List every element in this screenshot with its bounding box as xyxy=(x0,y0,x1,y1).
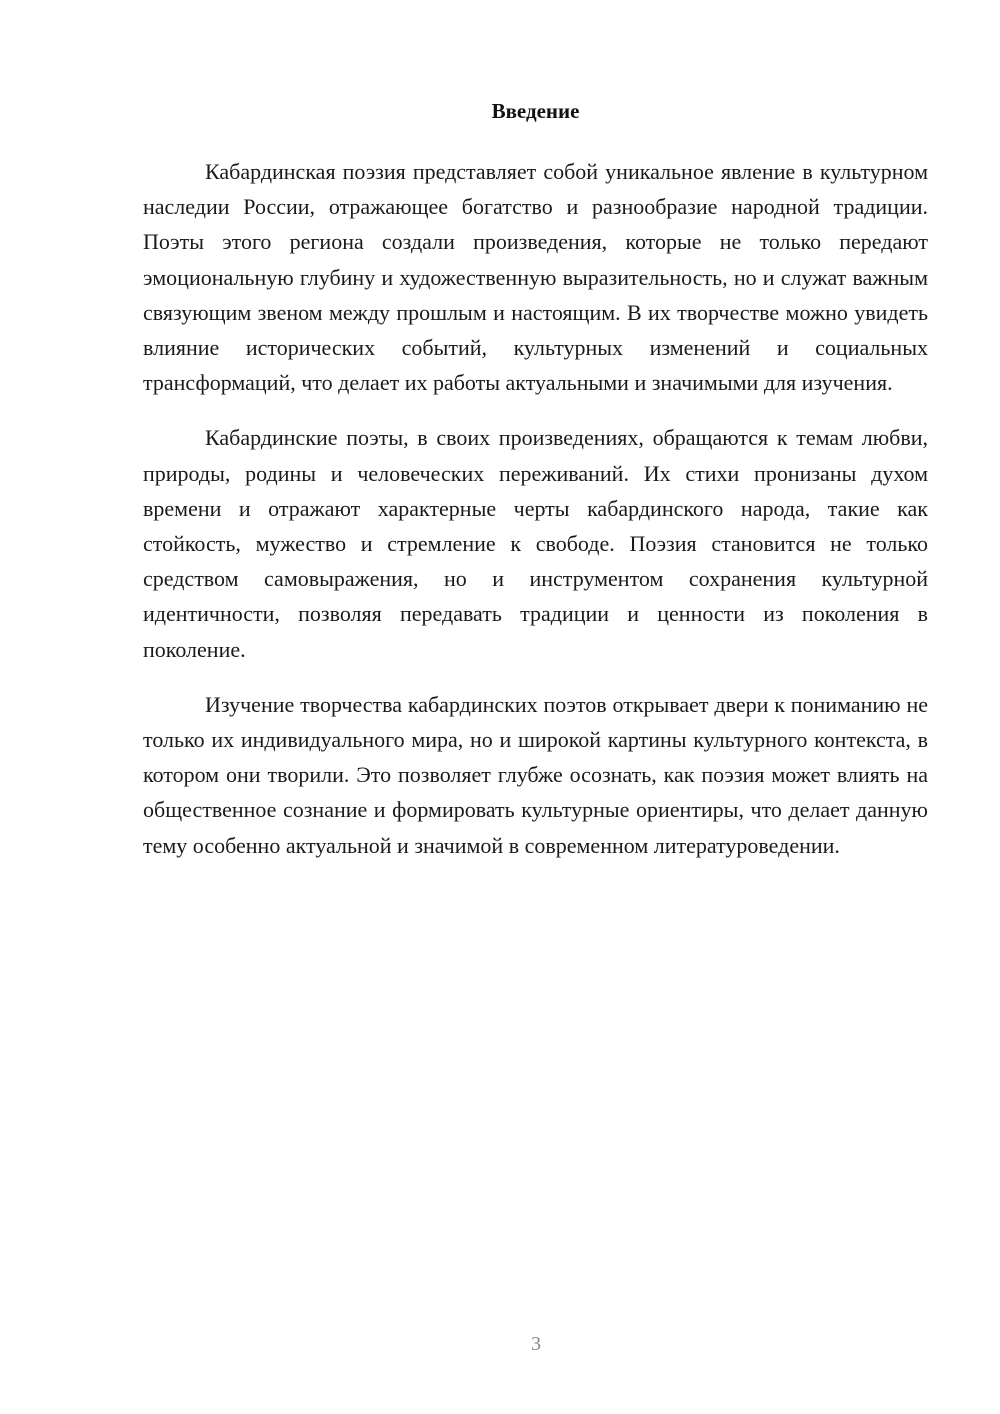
paragraph-2: Кабардинские поэты, в своих произведениях, обращаются к темам любви, природы, родины и человеческих переживаний. Их стихи пронизаны духом времени и отражают характерные черты кабардинского народа, такие как стойкость, мужество и стремление к свободе. Поэзия становится не только средством самовыражения, но и инструментом сохранения культурной идентичности, позволяя передавать традиции и ценности из поколения в поколение. xyxy=(143,425,928,662)
section-heading: Введение xyxy=(491,99,580,123)
page-number: 3 xyxy=(531,1333,541,1355)
page-content xyxy=(143,96,928,863)
paragraph-1: Кабардинская поэзия представляет собой уникальное явление в культурном наследии России, отражающее богатство и разнообразие народной традиции. Поэты этого региона создали произведения, которые не только передают эмоциональную глубину и художественную выразительность, но и служат важным связующим звеном между прошлым и настоящим. В их творчестве можно увидеть влияние исторических событий, культурных изменений и социальных трансформаций, что делает их работы актуальными и значимыми для изучения. xyxy=(143,159,928,396)
paragraph-3: Изучение творчества кабардинских поэтов открывает двери к пониманию не только их индивидуального мира, но и широкой картины культурного контекста, в котором они творили. Это позволяет глубже осознать, как поэзия может влиять на общественное сознание и формировать культурные ориентиры, что делает данную тему особенно актуальной и значимой в современном литературоведении. xyxy=(143,691,928,858)
